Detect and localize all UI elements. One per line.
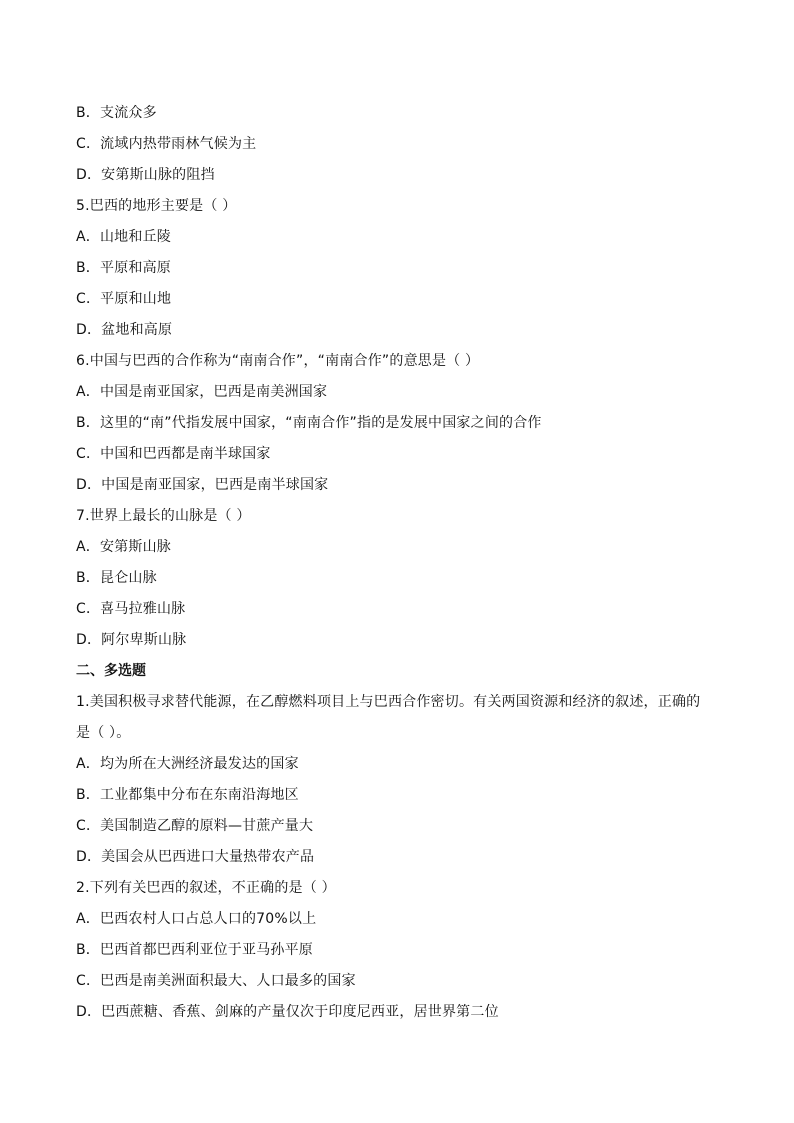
question-7-option-b: B．昆仑山脉	[76, 570, 157, 586]
multi-question-1-line1: 1.美国积极寻求替代能源，在乙醇燃料项目上与巴西合作密切。有关两国资源和经济的叙述，正确的	[76, 694, 701, 710]
multi-question-2-option-b: B．巴西首都巴西利亚位于亚马孙平原	[76, 942, 314, 958]
question-5-option-c: C．平原和山地	[76, 291, 172, 307]
multi-question-1-option-a: A．均为所在大洲经济最发达的国家	[76, 756, 299, 772]
multi-question-2-option-d: D．巴西蔗糖、香蕉、剑麻的产量仅次于印度尼西亚，居世界第二位	[76, 1004, 499, 1020]
question-6: 6.中国与巴西的合作称为“南南合作”，“南南合作”的意思是（ ）	[76, 353, 480, 369]
multi-question-2-option-a: A．巴西农村人口占总人口的70%以上	[76, 911, 317, 927]
question-6-option-d: D．中国是南亚国家，巴西是南半球国家	[76, 477, 329, 493]
section-heading-multiple-choice: 二、多选题	[76, 663, 146, 679]
multi-question-1-option-d: D．美国会从巴西进口大量热带农产品	[76, 849, 315, 865]
question-7-option-a: A．安第斯山脉	[76, 539, 171, 555]
question-5-option-d: D．盆地和高原	[76, 322, 173, 338]
multi-question-2: 2.下列有关巴西的叙述，不正确的是（ ）	[76, 880, 336, 896]
question-5-option-b: B．平原和高原	[76, 260, 172, 276]
question-6-option-b: B．这里的“南”代指发展中国家，“南南合作”指的是发展中国家之间的合作	[76, 415, 542, 431]
question-6-option-a: A．中国是南亚国家，巴西是南美洲国家	[76, 384, 328, 400]
multi-question-1-line2: 是（ ）。	[76, 725, 131, 741]
option-b-tributaries: B．支流众多	[76, 105, 157, 121]
option-c-rainforest-climate: C．流域内热带雨林气候为主	[76, 136, 257, 152]
multi-question-1-option-c: C．美国制造乙醇的原料—甘蔗产量大	[76, 818, 314, 834]
question-5: 5.巴西的地形主要是（ ）	[76, 198, 237, 214]
question-7-option-c: C．喜马拉雅山脉	[76, 601, 186, 617]
option-d-andes-block: D．安第斯山脉的阻挡	[76, 167, 215, 183]
multi-question-2-option-c: C．巴西是南美洲面积最大、人口最多的国家	[76, 973, 356, 989]
document-content	[76, 98, 726, 1028]
multi-question-1-option-b: B．工业都集中分布在东南沿海地区	[76, 787, 299, 803]
question-5-option-a: A．山地和丘陵	[76, 229, 171, 245]
question-6-option-c: C．中国和巴西都是南半球国家	[76, 446, 271, 462]
question-7-option-d: D．阿尔卑斯山脉	[76, 632, 187, 648]
question-7: 7.世界上最长的山脉是（ ）	[76, 508, 251, 524]
